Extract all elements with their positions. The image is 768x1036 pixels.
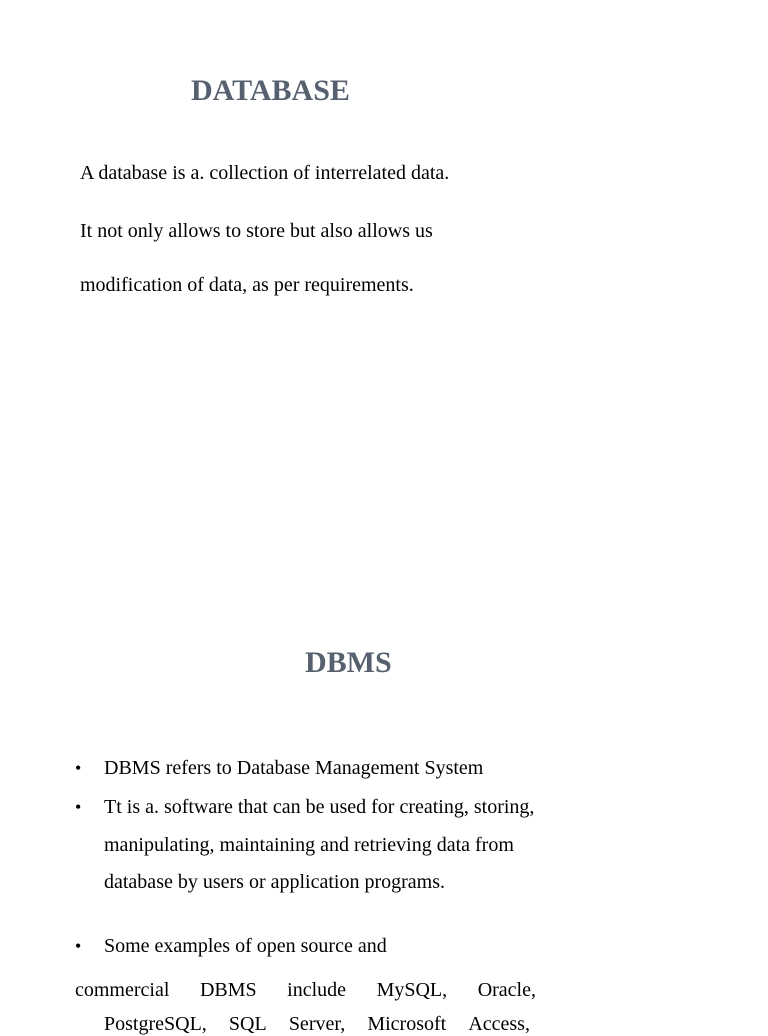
- bullet-text: DBMS refers to Database Management System: [104, 757, 484, 779]
- examples-continuation-line-2: [104, 1012, 530, 1036]
- word: MySQL,: [376, 979, 448, 1001]
- word: SQL: [228, 1013, 267, 1035]
- word: commercial: [75, 979, 170, 1001]
- bullet-icon: •: [75, 936, 82, 956]
- word: Microsoft: [367, 1013, 447, 1035]
- database-heading: DATABASE: [191, 74, 350, 107]
- dbms-heading: DBMS: [305, 646, 392, 679]
- examples-continuation-line-1: [75, 978, 536, 1002]
- bullet-text: Tt is a. software that can be used for creating, storing, manipulating, maintaining and retrieving data from database by users or application programs.: [104, 796, 535, 893]
- database-paragraph-3: modification of data, as per requirements.: [80, 274, 414, 296]
- word: PostgreSQL,: [104, 1013, 207, 1035]
- word: include: [287, 979, 347, 1001]
- bullet-icon: •: [75, 797, 82, 817]
- word: Access,: [468, 1013, 530, 1035]
- database-paragraph-2: It not only allows to store but also allows us: [80, 220, 433, 242]
- word: Server,: [288, 1013, 346, 1035]
- word: Oracle,: [477, 979, 536, 1001]
- bullet-icon: •: [75, 758, 82, 778]
- word: DBMS: [199, 979, 257, 1001]
- database-paragraph-1: A database is a. collection of interrelated data.: [80, 162, 450, 184]
- bullet-text: Some examples of open source and: [104, 935, 387, 957]
